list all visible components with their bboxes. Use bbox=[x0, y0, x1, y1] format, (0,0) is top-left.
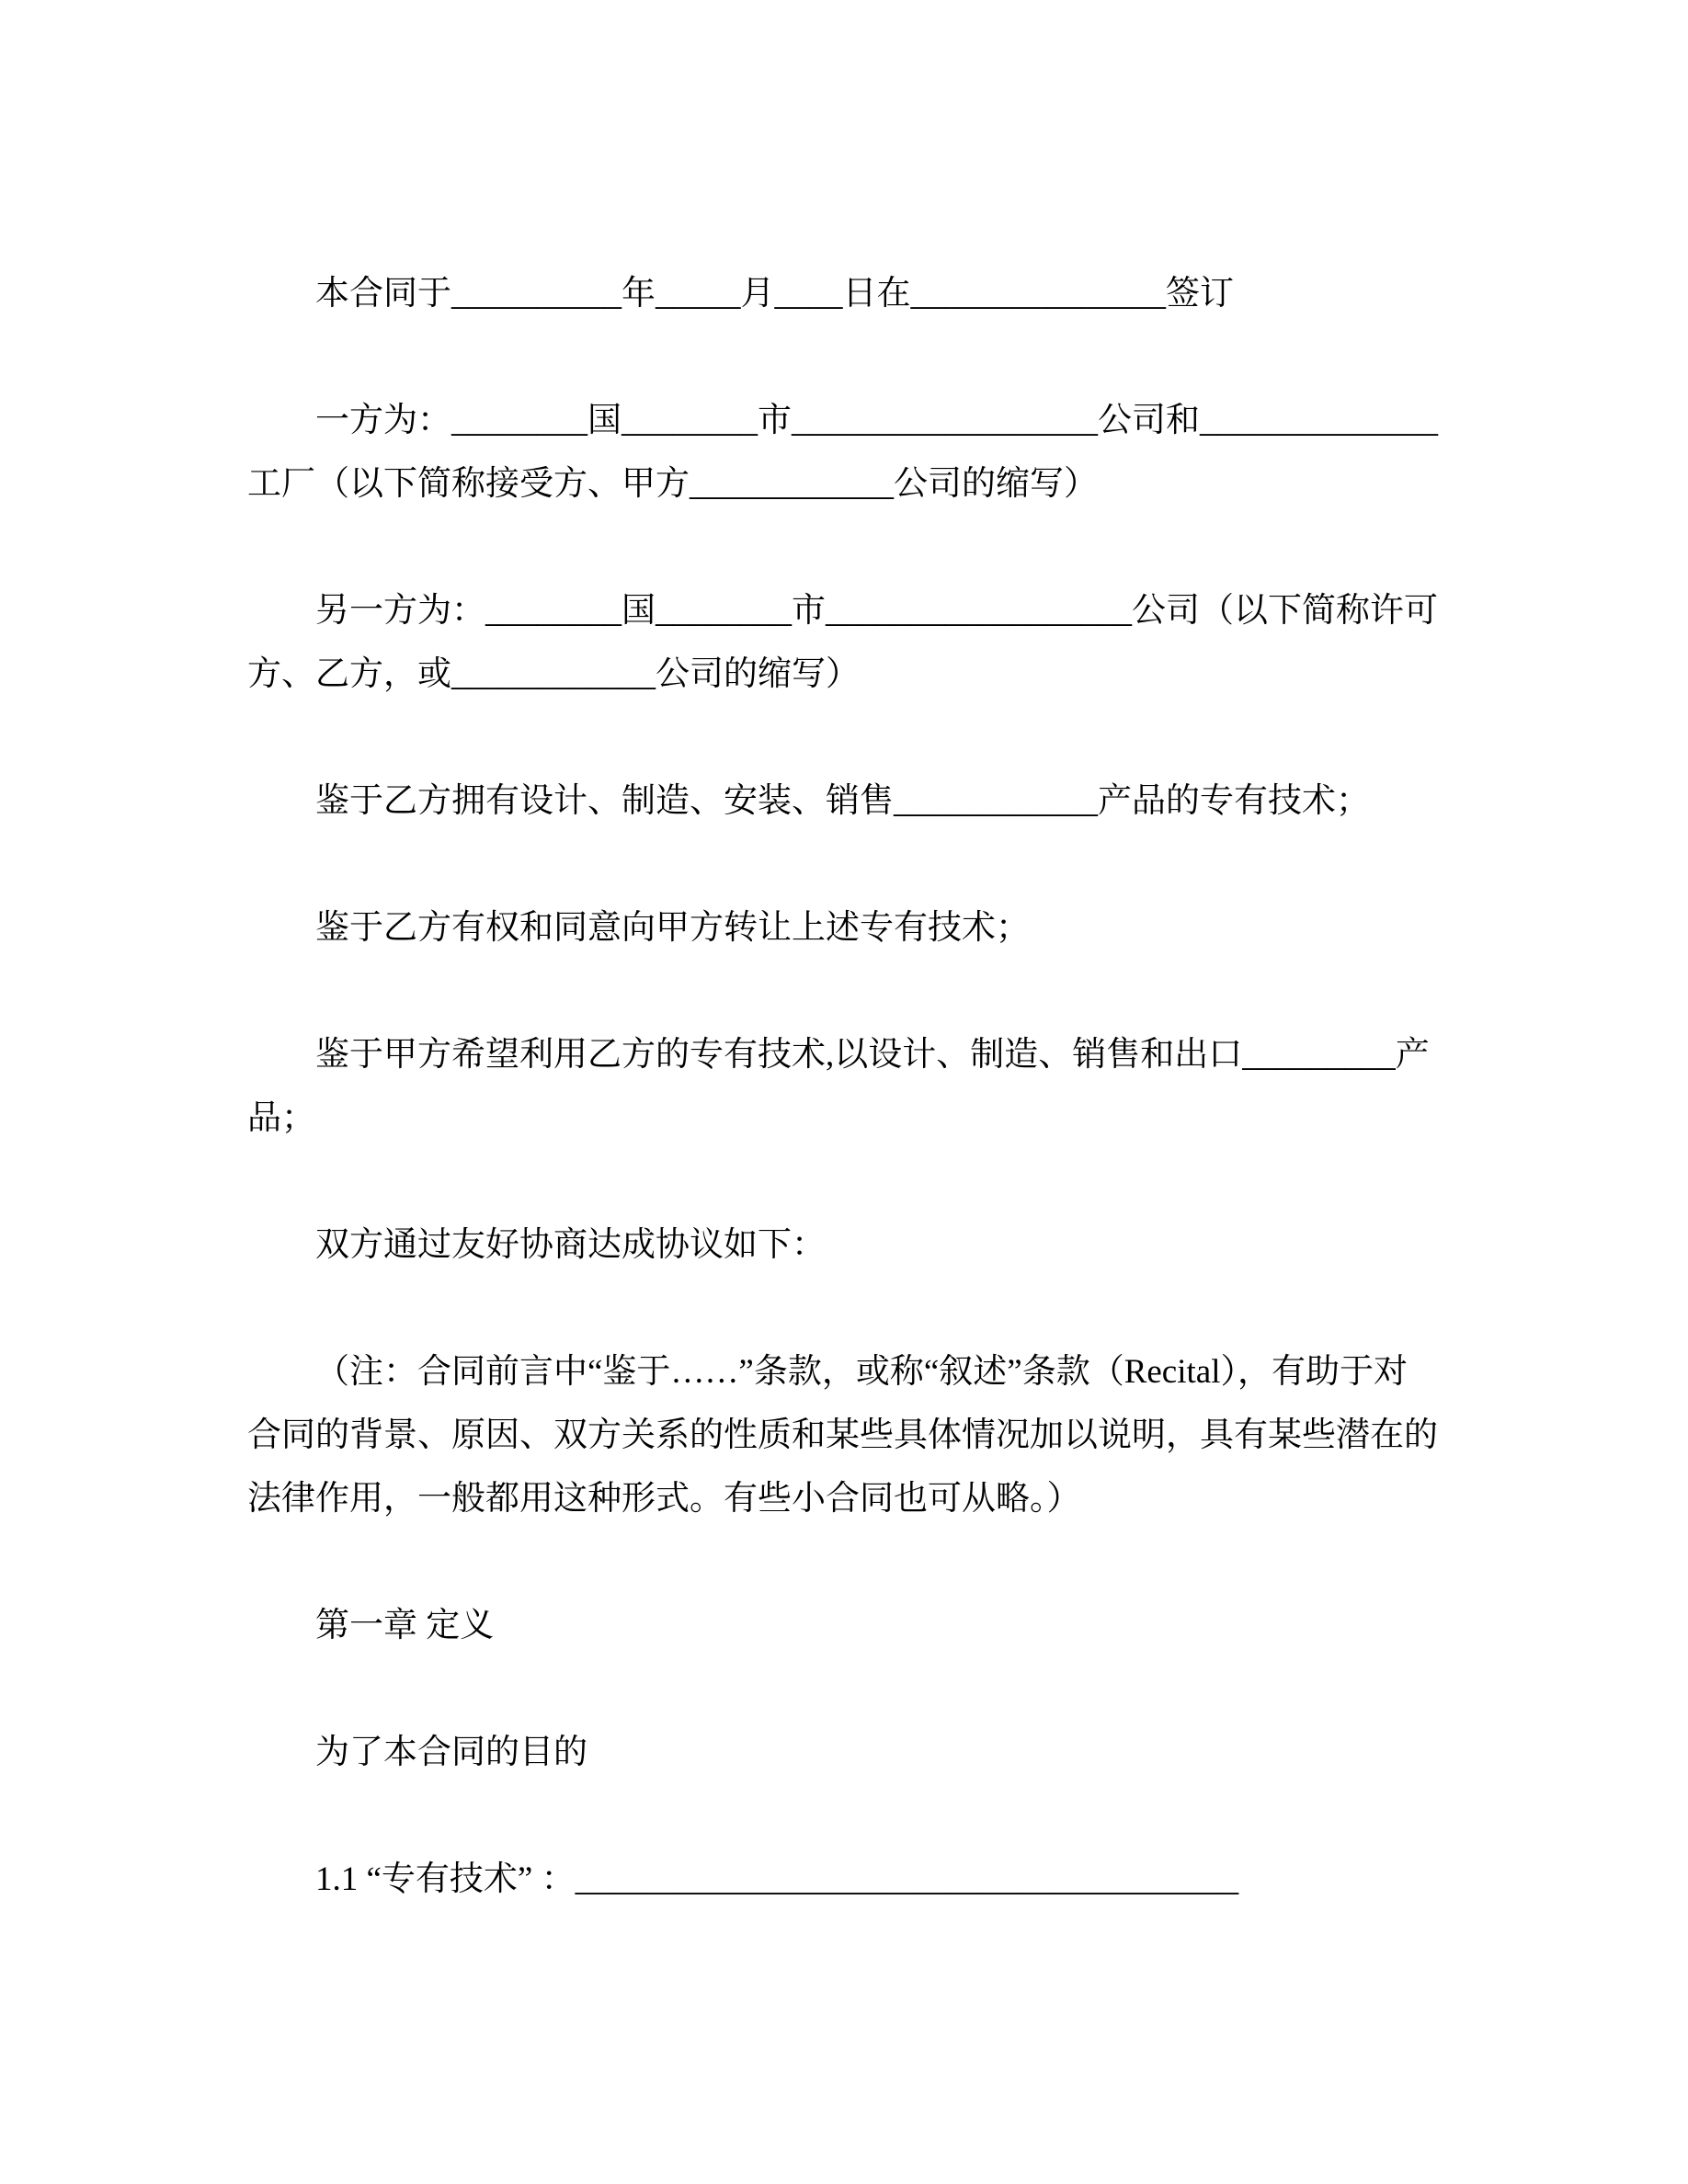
purpose-statement: 为了本合同的目的 bbox=[315, 1734, 587, 1771]
agreement-statement: 双方通过友好协商达成协议如下： bbox=[315, 1226, 826, 1264]
party-a-clause: 一方为：________国________市__________________公司和______________工厂（以下简称接受方、甲方____________公司的缩写） bbox=[247, 402, 1438, 503]
whereas-clause-3: 鉴于甲方希望利用乙方的专有技术,以设计、制造、销售和出口_________产品； bbox=[247, 1036, 1430, 1137]
signing-date-line: 本合同于__________年_____月____日在_______________签订 bbox=[315, 275, 1234, 313]
party-b-clause: 另一方为：________国________市__________________公司（以下简称许可方、乙方，或____________公司的缩写） bbox=[247, 592, 1438, 693]
recital-note-paragraph: （注：合同前言中“鉴于……”条款，或称“叙述”条款（Recital），有助于对合同的背景、原因、双方关系的性质和某些具体情况加以说明，具有某些潜在的法律作用，一般都用这种形式。有些小合同也可从略。） bbox=[247, 1353, 1438, 1518]
chapter-1-heading: 第一章 定义 bbox=[315, 1607, 495, 1644]
whereas-clause-1: 鉴于乙方拥有设计、制造、安装、销售____________产品的专有技术； bbox=[315, 782, 1370, 820]
definition-1-1-line: 1.1 “专有技术” ：_______________________________________ bbox=[315, 1860, 1239, 1898]
whereas-clause-2: 鉴于乙方有权和同意向甲方转让上述专有技术； bbox=[315, 909, 1030, 947]
